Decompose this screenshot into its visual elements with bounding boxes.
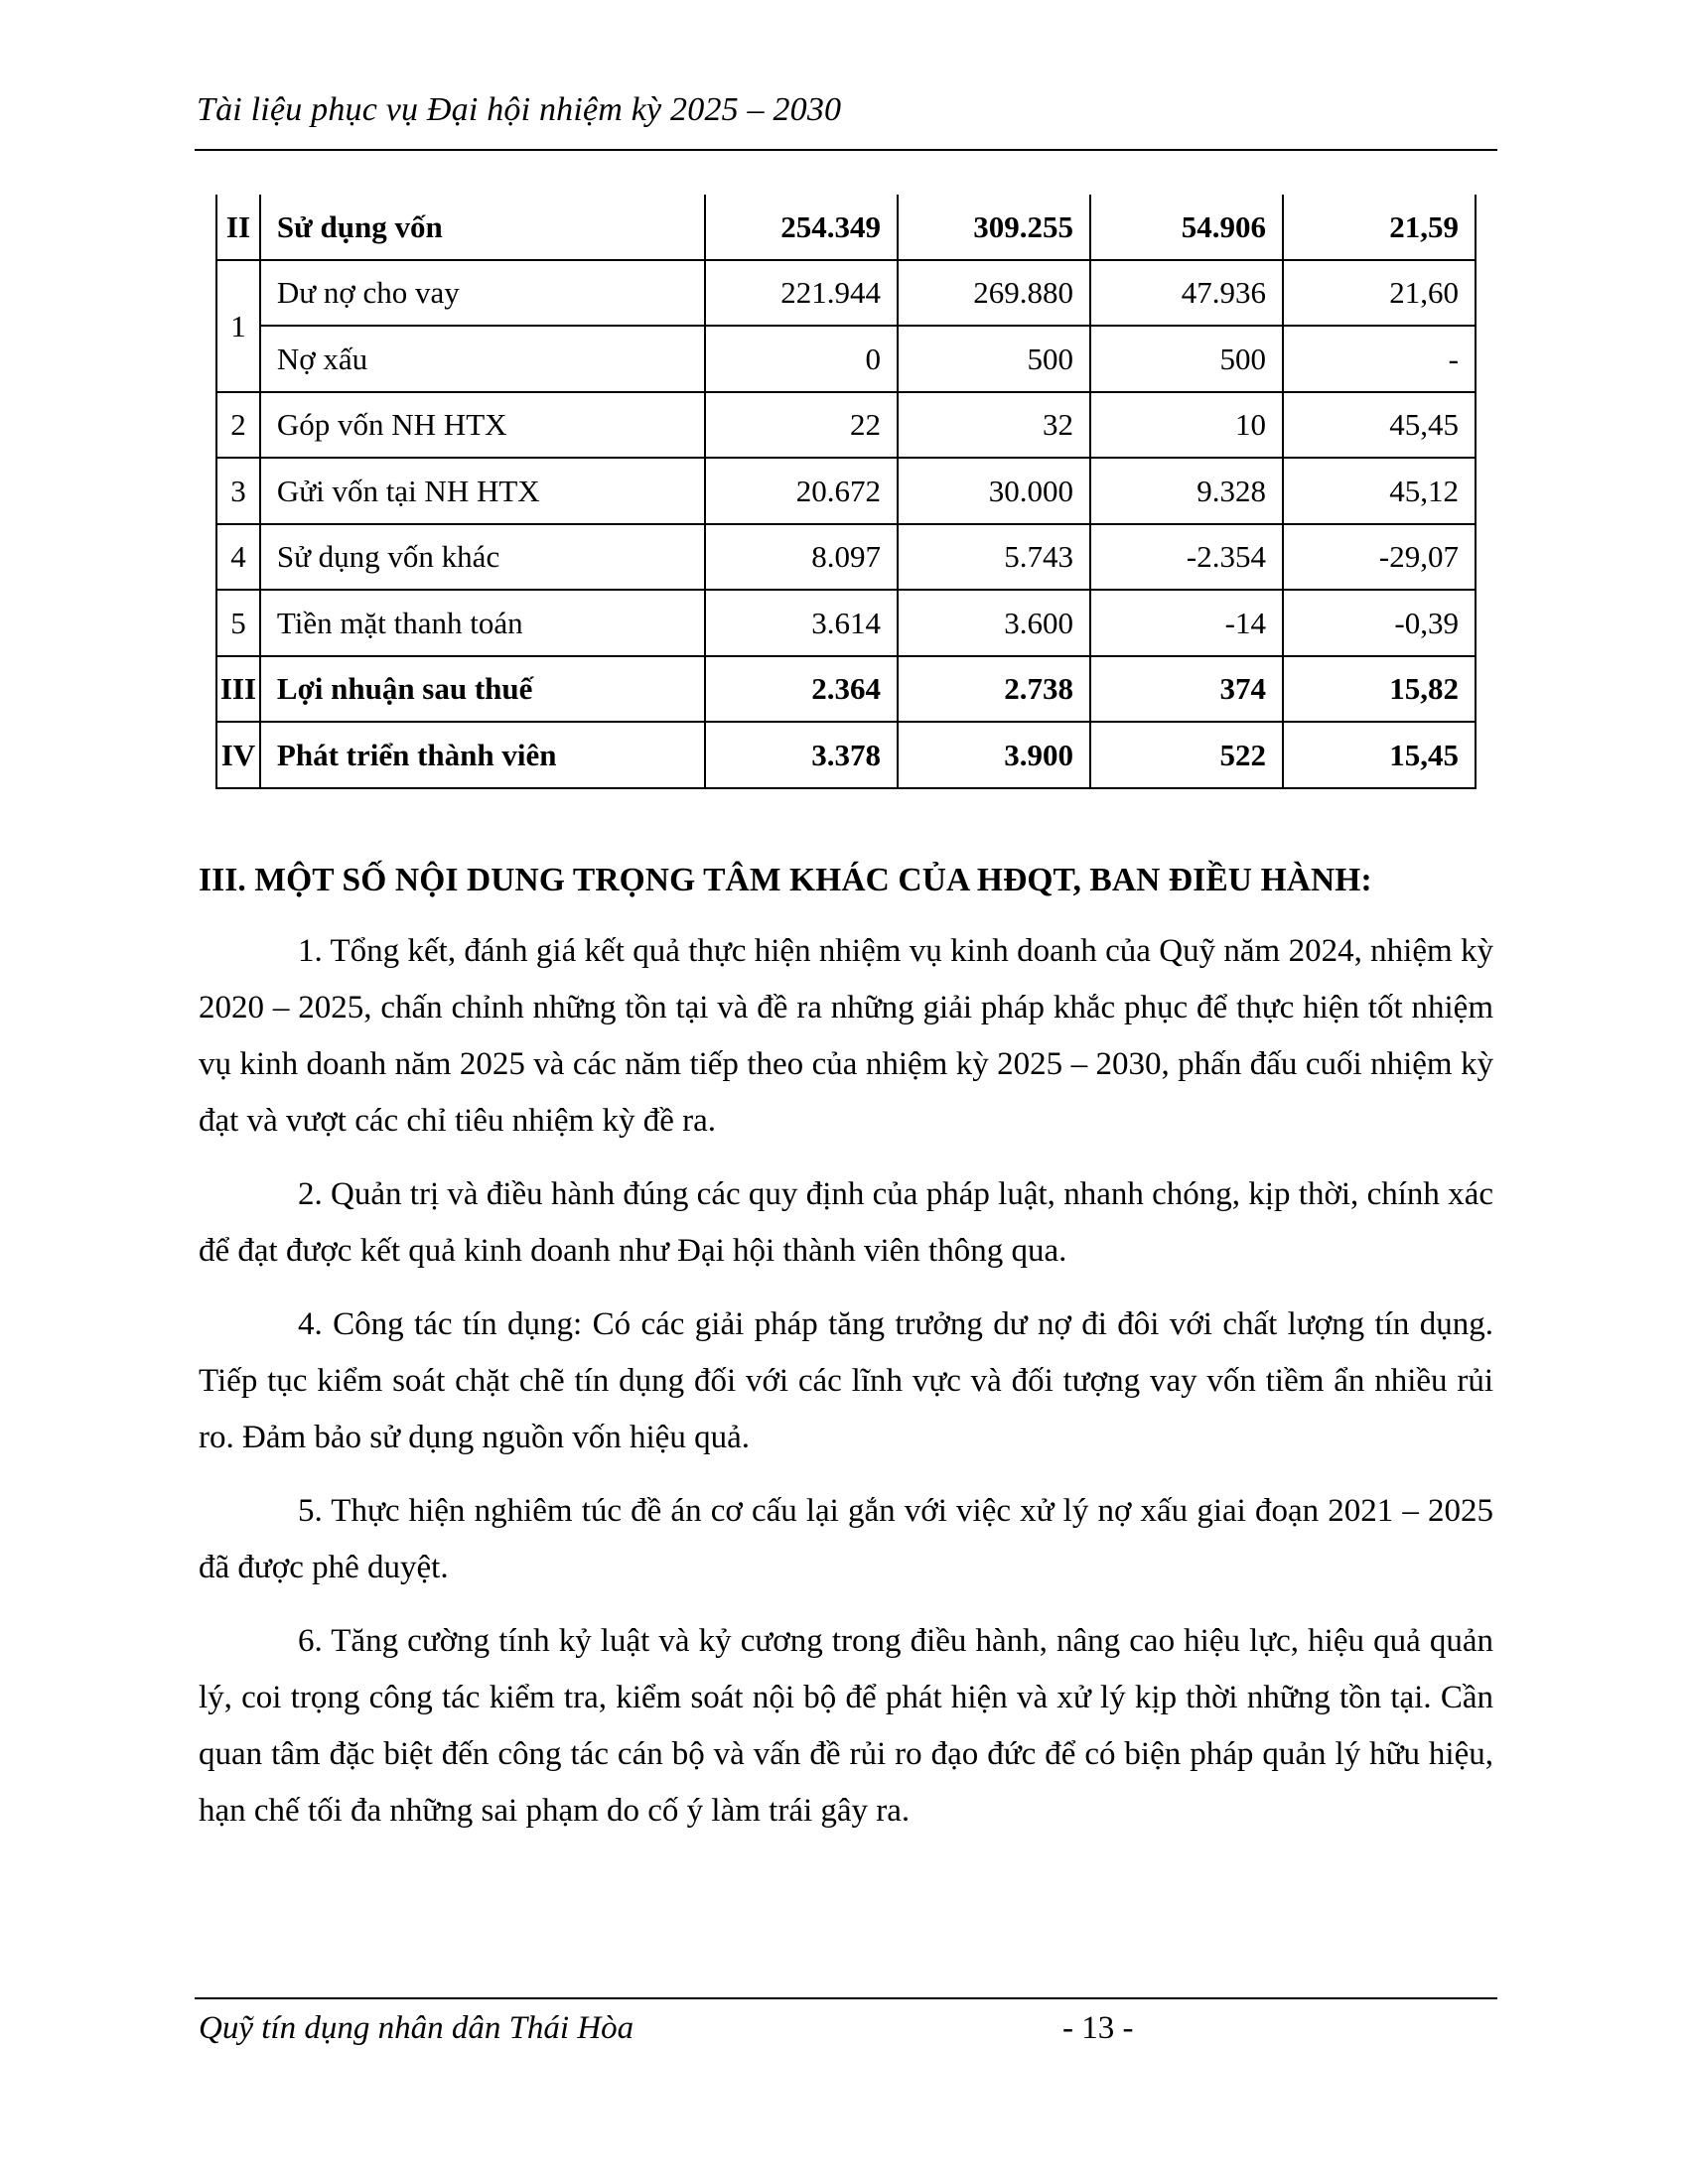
row-label: Phát triển thành viên bbox=[260, 722, 705, 788]
paragraph: 1. Tổng kết, đánh giá kết quả thực hiện nhiệm vụ kinh doanh của Quỹ năm 2024, nhiệm kỳ 2020 – 2025, chấn chỉnh những tồn tại và đề ra những giải pháp khắc phục để thực hiện tốt nhiệm vụ kinh doanh năm 2025 và các năm tiếp theo của nhiệm kỳ 2025 – 2030, phấn đấu cuối nhiệm kỳ đạt và vượt các chỉ tiêu nhiệm kỳ đề ra. bbox=[199, 933, 1493, 1139]
row-label: Sử dụng vốn khác bbox=[260, 524, 705, 591]
footer-organization: Quỹ tín dụng nhân dân Thái Hòa bbox=[199, 2010, 634, 2046]
value-cell: 10 bbox=[1090, 392, 1283, 459]
paragraph: 2. Quản trị và điều hành đúng các quy định của pháp luật, nhanh chóng, kịp thời, chính xác để đạt được kết quả kinh doanh như Đại hội thành viên thông qua. bbox=[199, 1176, 1493, 1269]
row-number: IV bbox=[216, 722, 260, 788]
value-cell: 22 bbox=[705, 392, 898, 459]
value-cell: 269.880 bbox=[898, 260, 1090, 327]
value-cell: 3.614 bbox=[705, 590, 898, 656]
paragraph: 6. Tăng cường tính kỷ luật và kỷ cương trong điều hành, nâng cao hiệu lực, hiệu quả quản lý, coi trọng công tác kiểm tra, kiểm soát nội bộ để phát hiện và xử lý kịp thời những tồn tại. Cần quan tâm đặc biệt đến công tác cán bộ và vấn đề rủi ro đạo đức để có biện pháp quản lý hữu hiệu, hạn chế tối đa những sai phạm do cố ý làm trái gây ra. bbox=[199, 1623, 1493, 1829]
value-cell: 2.738 bbox=[898, 656, 1090, 723]
table-row bbox=[216, 590, 1476, 656]
row-label: Dư nợ cho vay bbox=[260, 260, 705, 327]
row-number: III bbox=[216, 656, 260, 723]
table-row bbox=[216, 392, 1476, 459]
row-label: Gửi vốn tại NH HTX bbox=[260, 458, 705, 524]
value-cell: 47.936 bbox=[1090, 260, 1283, 327]
table-row bbox=[216, 326, 1476, 392]
value-cell: 30.000 bbox=[898, 458, 1090, 524]
row-number: 5 bbox=[216, 590, 260, 656]
row-label: Góp vốn NH HTX bbox=[260, 392, 705, 459]
table-row bbox=[216, 458, 1476, 524]
row-label: Lợi nhuận sau thuế bbox=[260, 656, 705, 723]
value-cell: 3.900 bbox=[898, 722, 1090, 788]
value-cell: 54.906 bbox=[1090, 195, 1283, 260]
table-row bbox=[216, 722, 1476, 788]
row-label: Nợ xấu bbox=[260, 326, 705, 392]
value-cell: 45,45 bbox=[1283, 392, 1476, 459]
value-cell: 309.255 bbox=[898, 195, 1090, 260]
value-cell: -14 bbox=[1090, 590, 1283, 656]
value-cell: 9.328 bbox=[1090, 458, 1283, 524]
page-number: - 13 - bbox=[1062, 2010, 1134, 2046]
value-cell: 500 bbox=[1090, 326, 1283, 392]
value-cell: 8.097 bbox=[705, 524, 898, 591]
value-cell: 20.672 bbox=[705, 458, 898, 524]
body-text bbox=[199, 923, 1493, 1856]
row-label: Sử dụng vốn bbox=[260, 195, 705, 260]
paragraph: 5. Thực hiện nghiêm túc đề án cơ cấu lại gắn với việc xử lý nợ xấu giai đoạn 2021 – 2025 đã được phê duyệt. bbox=[199, 1493, 1493, 1585]
table-row bbox=[216, 524, 1476, 591]
section-heading: III. MỘT SỐ NỘI DUNG TRỌNG TÂM KHÁC CỦA HĐQT, BAN ĐIỀU HÀNH: bbox=[199, 862, 1372, 898]
value-cell: 254.349 bbox=[705, 195, 898, 260]
table-row bbox=[216, 195, 1476, 260]
footer-rule bbox=[195, 1997, 1497, 1999]
value-cell: 15,82 bbox=[1283, 656, 1476, 723]
value-cell: 5.743 bbox=[898, 524, 1090, 591]
header-rule bbox=[195, 149, 1497, 151]
value-cell: 15,45 bbox=[1283, 722, 1476, 788]
value-cell: 21,60 bbox=[1283, 260, 1476, 327]
value-cell: - bbox=[1283, 326, 1476, 392]
financial-table bbox=[215, 195, 1477, 789]
row-number: 1 bbox=[216, 260, 260, 392]
value-cell: 500 bbox=[898, 326, 1090, 392]
value-cell: -0,39 bbox=[1283, 590, 1476, 656]
value-cell: -29,07 bbox=[1283, 524, 1476, 591]
value-cell: 21,59 bbox=[1283, 195, 1476, 260]
table-row bbox=[216, 260, 1476, 327]
row-number: 4 bbox=[216, 524, 260, 591]
value-cell: 522 bbox=[1090, 722, 1283, 788]
value-cell: 32 bbox=[898, 392, 1090, 459]
value-cell: 3.600 bbox=[898, 590, 1090, 656]
value-cell: 0 bbox=[705, 326, 898, 392]
table-row bbox=[216, 656, 1476, 723]
value-cell: 2.364 bbox=[705, 656, 898, 723]
value-cell: -2.354 bbox=[1090, 524, 1283, 591]
row-number: II bbox=[216, 195, 260, 260]
value-cell: 374 bbox=[1090, 656, 1283, 723]
value-cell: 45,12 bbox=[1283, 458, 1476, 524]
row-number: 3 bbox=[216, 458, 260, 524]
row-number: 2 bbox=[216, 392, 260, 459]
row-label: Tiền mặt thanh toán bbox=[260, 590, 705, 656]
value-cell: 221.944 bbox=[705, 260, 898, 327]
value-cell: 3.378 bbox=[705, 722, 898, 788]
running-header: Tài liệu phục vụ Đại hội nhiệm kỳ 2025 – 2030 bbox=[197, 91, 842, 128]
paragraph: 4. Công tác tín dụng: Có các giải pháp tăng trưởng dư nợ đi đôi với chất lượng tín dụng. Tiếp tục kiểm soát chặt chẽ tín dụng đối với các lĩnh vực và đối tượng vay vốn tiềm ẩn nhiều rủi ro. Đảm bảo sử dụng nguồn vốn hiệu quả. bbox=[199, 1306, 1493, 1455]
